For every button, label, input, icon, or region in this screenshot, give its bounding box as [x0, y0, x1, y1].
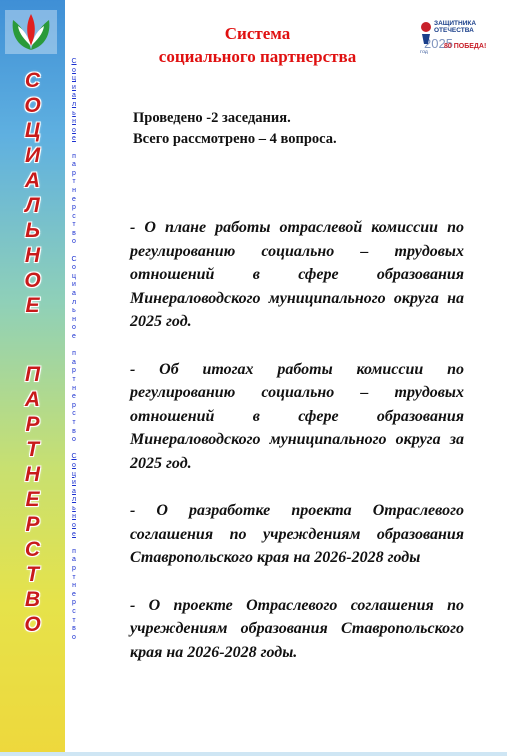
- narrow-letter: н: [72, 186, 76, 194]
- narrow-letter: л: [71, 100, 77, 108]
- narrow-letter: р: [72, 599, 76, 607]
- narrow-letter: с: [72, 212, 76, 220]
- narrow-letter: ь: [72, 307, 76, 315]
- badge-top-text-1: ЗАЩИТНИКА: [434, 20, 477, 27]
- narrow-letter: н: [72, 315, 76, 323]
- page-title: [120, 22, 395, 68]
- narrow-letter: п: [72, 350, 76, 358]
- vertical-letter: Р: [25, 413, 40, 436]
- badge-bottom-text: 80 ПОБЕДА!: [444, 43, 487, 50]
- vertical-letter: Р: [25, 513, 40, 536]
- vertical-letter: О: [24, 94, 41, 117]
- narrow-letter: т: [72, 221, 76, 229]
- stats-line-1: Проведено -2 заседания.: [133, 110, 291, 126]
- narrow-letter: С: [71, 255, 77, 263]
- agenda-item: - О разработке проекта Отраслевого соглашения по учреждениям образования Ставропольского края на 2026-2028 годы: [130, 502, 464, 567]
- narrow-letter: п: [72, 152, 76, 160]
- title-line-2: социального партнерства: [158, 47, 357, 66]
- agenda-list: [130, 216, 464, 688]
- narrow-letter: р: [72, 565, 76, 573]
- narrow-letter: и: [72, 281, 76, 289]
- narrow-letter: о: [72, 324, 76, 332]
- narrow-letter: и: [72, 479, 76, 487]
- defender-year-badge: [416, 18, 488, 54]
- stats-line-2: Всего рассмотрено – 4 вопроса.: [133, 131, 337, 147]
- narrow-letter: в: [72, 427, 76, 435]
- narrow-letter: о: [72, 522, 76, 530]
- narrow-letter: ц: [71, 470, 76, 478]
- narrow-letter: т: [72, 375, 76, 383]
- narrow-letter: т: [72, 178, 76, 186]
- agenda-item: - О проекте Отраслевого соглашения по учреждениям образования Ставропольского края на 2026-2028 годы.: [130, 596, 464, 661]
- narrow-letter: о: [72, 461, 76, 469]
- badge-year: 2025: [424, 36, 453, 51]
- narrow-letter: с: [72, 608, 76, 615]
- narrow-letter: н: [72, 513, 76, 521]
- vertical-letter: Т: [26, 563, 39, 586]
- narrow-letter: н: [72, 582, 76, 590]
- narrow-letter: е: [72, 530, 76, 538]
- side-banner: [0, 0, 65, 756]
- narrow-letter: е: [72, 195, 76, 203]
- meeting-stats: [133, 108, 433, 150]
- narrow-letter: о: [72, 238, 76, 246]
- title-line-1: Система: [224, 24, 291, 43]
- vertical-letter: А: [24, 169, 41, 192]
- narrow-letter: о: [72, 126, 76, 134]
- vertical-letter: Ь: [25, 219, 40, 242]
- narrow-letter: р: [72, 367, 76, 375]
- narrow-letter: а: [72, 290, 76, 298]
- vertical-letter: Л: [25, 194, 40, 217]
- vertical-letter: Е: [25, 294, 40, 317]
- narrow-letter: е: [72, 393, 76, 401]
- narrow-vertical-text: [67, 58, 81, 698]
- vertical-letter: Е: [25, 488, 40, 511]
- badge-side-text: ГОД: [420, 49, 428, 54]
- agenda-item: - О плане работы отраслевой комиссии по регулированию социально – трудовых отношений в сфере образования Минераловодского муниципального округа на 2025 год.: [130, 219, 464, 331]
- narrow-letter: е: [72, 590, 76, 598]
- agenda-item: - Об итогах работы комиссии по регулированию социально – трудовых отношений в сфере образования Минераловодского муниципального округа за 2025 год.: [130, 360, 464, 472]
- narrow-letter: о: [72, 436, 76, 444]
- narrow-letter: а: [72, 92, 76, 100]
- narrow-letter: [67, 445, 81, 454]
- narrow-letter: в: [72, 229, 76, 237]
- narrow-letter: ц: [71, 75, 76, 83]
- vertical-letter: Н: [24, 244, 41, 267]
- narrow-letter: р: [72, 204, 76, 212]
- vertical-letter: Ц: [24, 119, 41, 142]
- vertical-letter: О: [24, 269, 41, 292]
- narrow-letter: т: [72, 418, 76, 426]
- vertical-letter: И: [24, 144, 41, 167]
- narrow-letter: а: [72, 556, 76, 564]
- narrow-letter: н: [72, 118, 76, 126]
- narrow-letter: с: [72, 410, 76, 418]
- narrow-letter: [67, 144, 81, 153]
- narrow-letter: о: [72, 66, 76, 74]
- narrow-letter: ц: [71, 272, 76, 280]
- vertical-letter: А: [24, 388, 41, 411]
- union-logo-icon: [5, 10, 57, 54]
- vertical-letter: С: [24, 69, 41, 92]
- narrow-letter: [67, 247, 81, 256]
- vertical-word-socialnoe: [0, 68, 65, 318]
- vertical-letter: В: [24, 588, 41, 611]
- narrow-letter: л: [71, 496, 77, 504]
- vertical-letter: Н: [24, 463, 41, 486]
- narrow-letter: а: [72, 487, 76, 495]
- narrow-letter: е: [72, 135, 76, 143]
- vertical-letter: Т: [26, 438, 39, 461]
- narrow-letter: р: [72, 401, 76, 409]
- narrow-letter: и: [72, 83, 76, 91]
- vertical-word-partnerstvo: [0, 362, 65, 637]
- narrow-letter: р: [72, 169, 76, 177]
- narrow-letter: в: [72, 625, 76, 633]
- narrow-letter: ь: [72, 504, 76, 512]
- narrow-letter: а: [72, 358, 76, 366]
- badge-top-text-2: ОТЕЧЕСТВА: [434, 27, 474, 34]
- narrow-letter: о: [72, 264, 76, 272]
- narrow-letter: л: [71, 298, 77, 306]
- vertical-letter: С: [24, 538, 41, 561]
- narrow-letter: ь: [72, 109, 76, 117]
- narrow-letter: С: [71, 58, 77, 65]
- narrow-letter: п: [72, 547, 76, 555]
- narrow-letter: н: [72, 384, 76, 392]
- narrow-letter: а: [72, 161, 76, 169]
- bottom-divider: [0, 752, 507, 756]
- vertical-letter: П: [24, 363, 41, 386]
- narrow-letter: о: [72, 633, 76, 641]
- narrow-letter: е: [72, 333, 76, 340]
- narrow-letter: [67, 539, 81, 548]
- narrow-letter: т: [72, 616, 76, 624]
- narrow-letter: С: [71, 453, 77, 461]
- narrow-letter: т: [72, 573, 76, 581]
- vertical-letter: О: [24, 613, 41, 636]
- narrow-letter: [67, 342, 81, 351]
